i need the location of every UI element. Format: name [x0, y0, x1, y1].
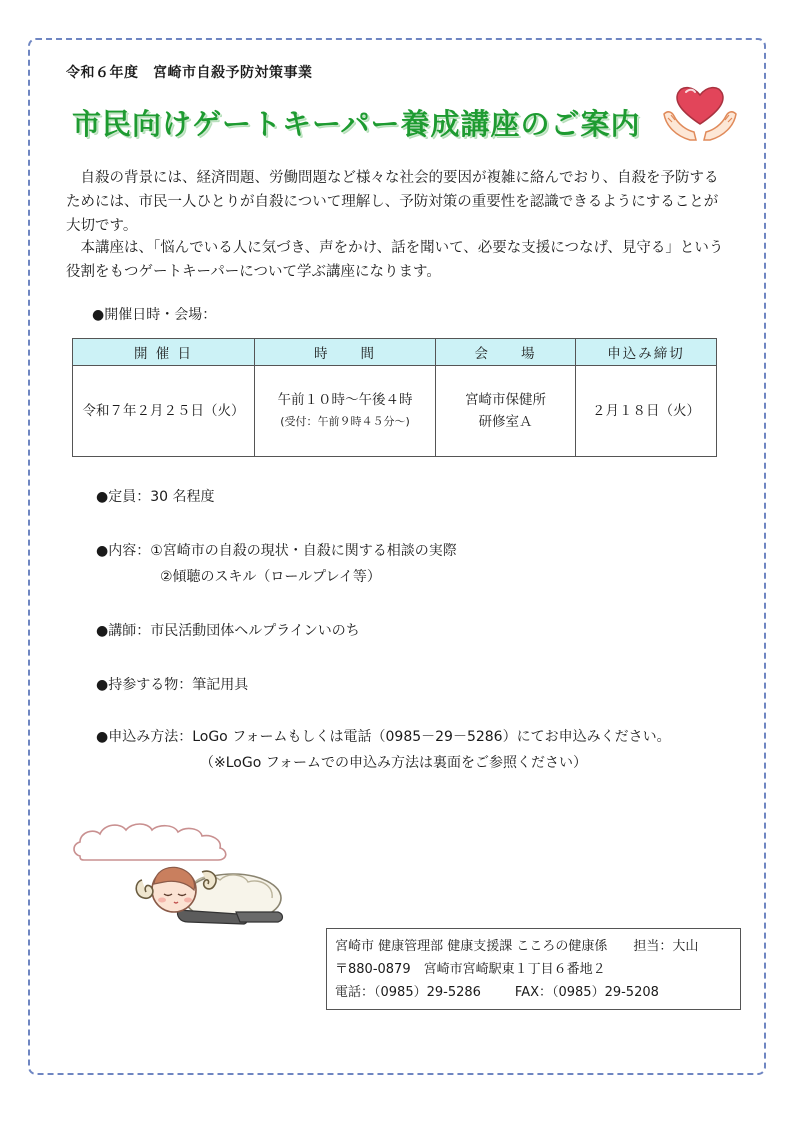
content-info [96, 538, 457, 590]
contact-fax: FAX：（0985）29-5208 [514, 985, 659, 1000]
cell-time [255, 366, 436, 457]
content-line-2: ②傾聴のスキル（ロールプレイ等） [160, 569, 381, 585]
header-date: 開 催 日 [73, 339, 255, 366]
contact-department: 宮崎市 健康管理部 健康支援課 こころの健康係 [335, 939, 608, 954]
bring-info: ●持参する物：筆記用具 [96, 677, 249, 693]
time-reception: (受付：午前９時４５分～) [280, 415, 410, 428]
page-title: 市民向けゲートキーパー養成講座のご案内 [72, 107, 641, 141]
schedule-heading: ●開催日時・会場： [92, 307, 217, 323]
header-deadline: 申込み締切 [576, 339, 717, 366]
application-line-1: ●申込み方法：LoGo フォームもしくは電話（0985－29－5286）にてお申込みください。 [96, 729, 671, 745]
contact-row-dept [335, 935, 732, 958]
sleeping-sheep-icon [128, 852, 288, 930]
cell-date: 令和７年２月２５日（火） [73, 366, 255, 457]
heart-hands-icon [660, 78, 740, 148]
venue-room: 研修室Ａ [478, 414, 533, 430]
header-venue: 会 場 [436, 339, 576, 366]
cell-deadline: ２月１８日（火） [576, 366, 717, 457]
contact-person: 担当：大山 [633, 939, 699, 954]
intro-paragraph-1: 自殺の背景には、経済問題、労働問題など様々な社会的要因が複雑に絡んでおり、自殺を予防するためには、市民一人ひとりが自殺について理解し、予防対策の重要性を認識できるようにすることが大切です。 [66, 170, 719, 234]
contact-row-phone [335, 981, 732, 1004]
schedule-table [72, 338, 717, 457]
table-row [73, 366, 717, 457]
contact-row-address [335, 958, 732, 981]
contact-tel: 電話：（0985）29-5286 [335, 985, 481, 1000]
program-name: 令和６年度 宮崎市自殺予防対策事業 [66, 65, 313, 81]
lecturer-info: ●講師：市民活動団体ヘルプラインいのち [96, 623, 360, 639]
application-note: （※LoGo フォームでの申込み方法は裏面をご参照ください） [200, 755, 588, 771]
application-info [96, 724, 671, 776]
content-line-1: ●内容：①宮崎市の自殺の現状・自殺に関する相談の実際 [96, 543, 457, 559]
intro-paragraph-2: 本講座は、「悩んでいる人に気づき、声をかけ、話を聞いて、必要な支援につなげ、見守る」という役割をもつゲートキーパーについて学ぶ講座になります。 [66, 240, 724, 280]
table-header-row [73, 339, 717, 366]
capacity-info: ●定員：30 名程度 [96, 489, 215, 505]
venue-name: 宮崎市保健所 [465, 392, 546, 408]
contact-address: 〒880-0879 宮崎市宮崎駅東１丁目６番地２ [335, 962, 606, 977]
cell-venue [436, 366, 576, 457]
time-main: 午前１０時～午後４時 [277, 392, 413, 408]
contact-box [326, 928, 741, 1010]
header-time: 時 間 [255, 339, 436, 366]
